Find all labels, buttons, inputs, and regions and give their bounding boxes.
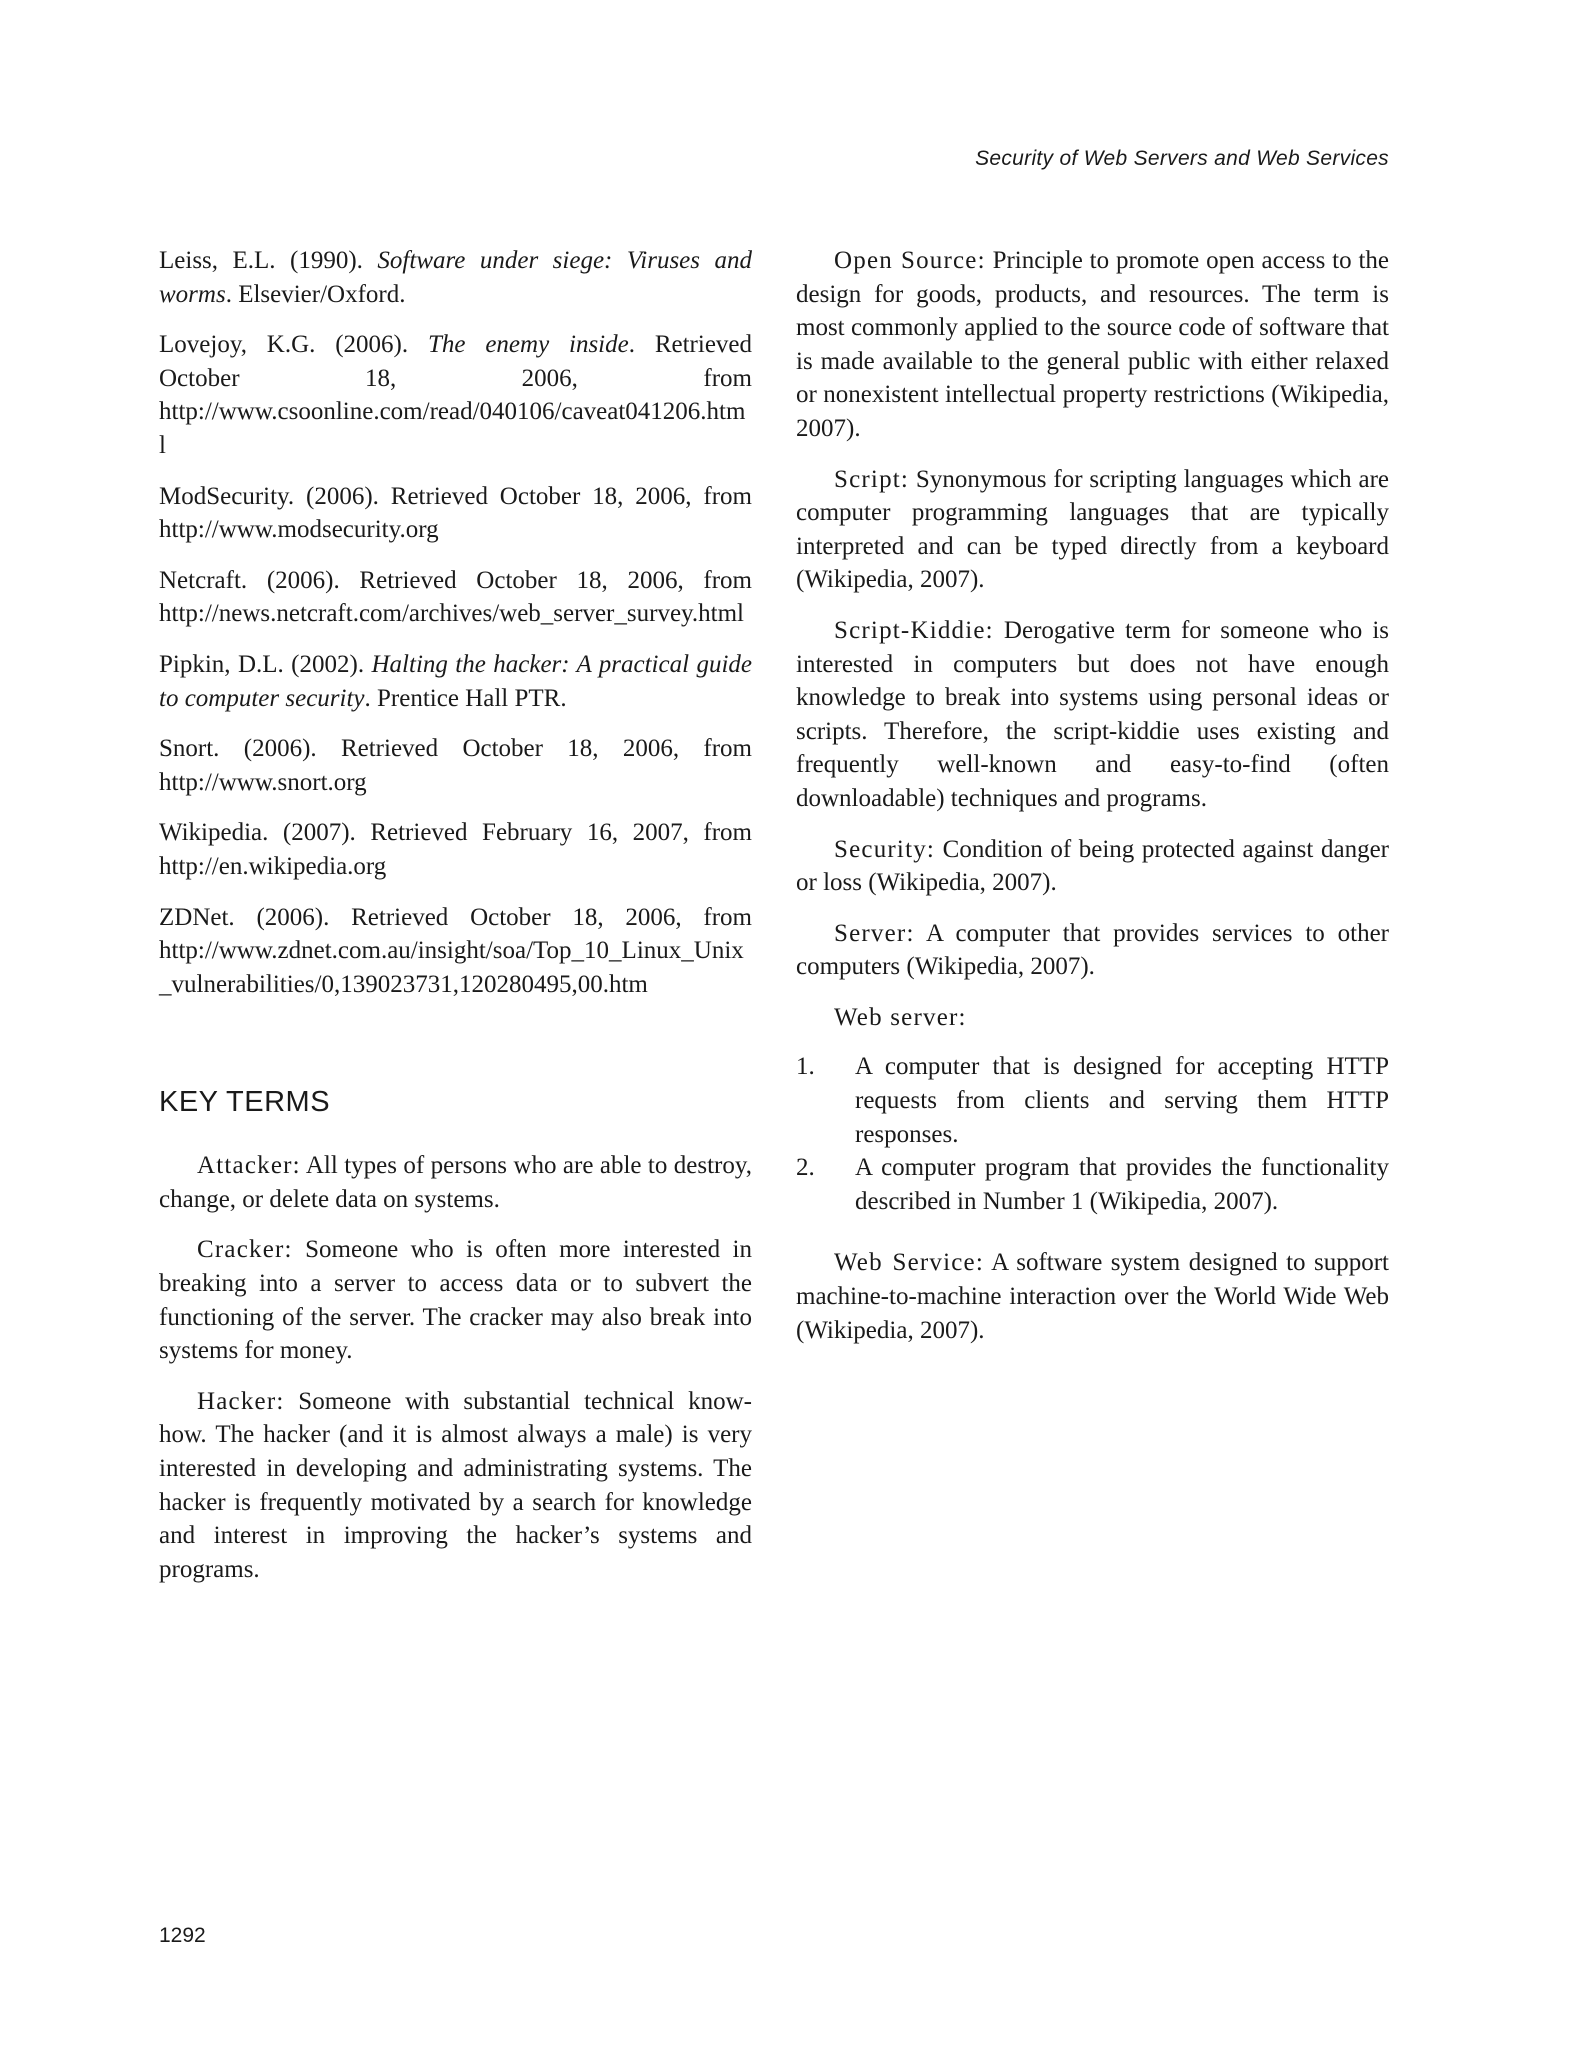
term-entry [159,1149,752,1216]
list-item [796,1151,1389,1218]
term-label: Security: [834,835,936,863]
left-column [159,244,752,1603]
term-label: Open Source: [834,247,986,274]
term-entry [159,1233,752,1367]
reference-title: Halting the hacker: A practical guide to computer security [159,650,752,712]
reference-text: Leiss, E.L. (1990). [159,247,378,274]
reference-title: The enemy inside [427,331,629,359]
term-label: Server: [834,919,915,947]
term-definition: Principle to promote open access to the design for goods, products, and resources. The term is most commonly applied to the source code of software that is made available to the general public with either relaxed or nonexistent intellectual property restrictions (Wikipedia, 2007). [796,247,1389,442]
reference-entry [159,480,752,547]
reference-entry [159,564,752,631]
reference-text: ZDNet. (2006). Retrieved October 18, 2006, from http://www.zdnet.com.au/insight/soa/Top_10_Linux_Unix_vulnerabilities/0,139023731,120280495,00.htm [159,903,752,998]
list-number: 1. [796,1053,815,1081]
term-label: Script-Kiddie: [834,616,994,644]
right-column [796,244,1389,1364]
term-entry [796,614,1389,816]
references-list [159,244,752,1001]
reference-entry [159,648,752,715]
term-definition: A computer that provides services to other computers (Wikipedia, 2007). [796,919,1389,981]
term-definition: Derogative term for someone who is interested in computers but does not have enough knowledge to break into systems using personal ideas or scripts. Therefore, the script-kiddie uses existing and frequently well-known and easy-to-find (often downloadable) techniques and programs. [796,616,1389,812]
reference-text: ModSecurity. (2006). Retrieved October 18, 2006, from http://www.modsecurity.org [159,482,752,544]
reference-title: Software under siege: Viruses and worms [159,247,752,308]
term-definition: Someone with substantial technical know-how. The hacker (and it is almost always a male) is very interested in developing and administrating systems. The hacker is frequently motivated by a search for knowledge and interest in improving the hacker’s systems and programs. [159,1387,752,1583]
page-number: 1292 [159,1924,206,1947]
reference-entry [159,328,752,462]
term-entry [796,1246,1389,1347]
reference-entry [159,901,752,1002]
term-entry [796,833,1389,900]
reference-text: Netcraft. (2006). Retrieved October 18, 2006, from http://news.netcraft.com/archives/web_server_survey.html [159,566,752,628]
term-definition: Synonymous for scripting languages which are computer programming languages that are typically interpreted and can be typed directly from a keyboard (Wikipedia, 2007). [796,465,1389,594]
term-label: Cracker: [197,1236,293,1264]
term-definition: All types of persons who are able to destroy, change, or delete data on systems. [159,1152,752,1213]
reference-text: Lovejoy, K.G. (2006). [159,331,428,359]
list-text: A computer program that provides the functionality described in Number 1 (Wikipedia, 2007). [855,1154,1389,1215]
reference-entry [159,816,752,883]
term-entry [796,463,1389,597]
term-entry [796,1001,1389,1035]
reference-entry [159,244,752,311]
term-entry [796,917,1389,984]
web-server-definitions [796,1050,1389,1218]
list-item [796,1050,1389,1151]
list-number: 2. [796,1154,815,1182]
reference-text: . Prentice Hall PTR. [364,684,567,712]
reference-text: . Retrieved October 18, 2006, from http://www.csoonline.com/read/040106/caveat041206.html [159,331,753,459]
reference-text: Wikipedia. (2007). Retrieved February 16, 2007, from http://en.wikipedia.org [159,819,752,880]
term-label: Script: [834,465,910,493]
term-entry [159,1385,752,1587]
term-definition: A software system designed to support machine-to-machine interaction over the World Wide Web (Wikipedia, 2007). [796,1249,1389,1344]
list-text: A computer that is designed for accepting HTTP requests from clients and serving them HTTP responses. [855,1053,1389,1148]
key-terms-heading: KEY TERMS [159,1086,331,1119]
term-entry [796,244,1389,446]
term-definition: Someone who is often more interested in breaking into a server to access data or to subvert the functioning of the server. The cracker may also break into systems for money. [159,1236,752,1365]
term-label: Attacker: [197,1152,301,1180]
term-label: Web server: [834,1003,967,1031]
reference-entry [159,732,752,799]
term-definition: Condition of being protected against danger or loss (Wikipedia, 2007). [796,835,1389,897]
running-head: Security of Web Servers and Web Services [975,147,1389,170]
reference-text: . Elsevier/Oxford. [225,280,406,308]
reference-text: Pipkin, D.L. (2002). [159,650,372,678]
reference-text: Snort. (2006). Retrieved October 18, 2006, from http://www.snort.org [159,735,752,796]
term-label: Web Service: [834,1249,984,1277]
term-label: Hacker: [197,1387,285,1415]
